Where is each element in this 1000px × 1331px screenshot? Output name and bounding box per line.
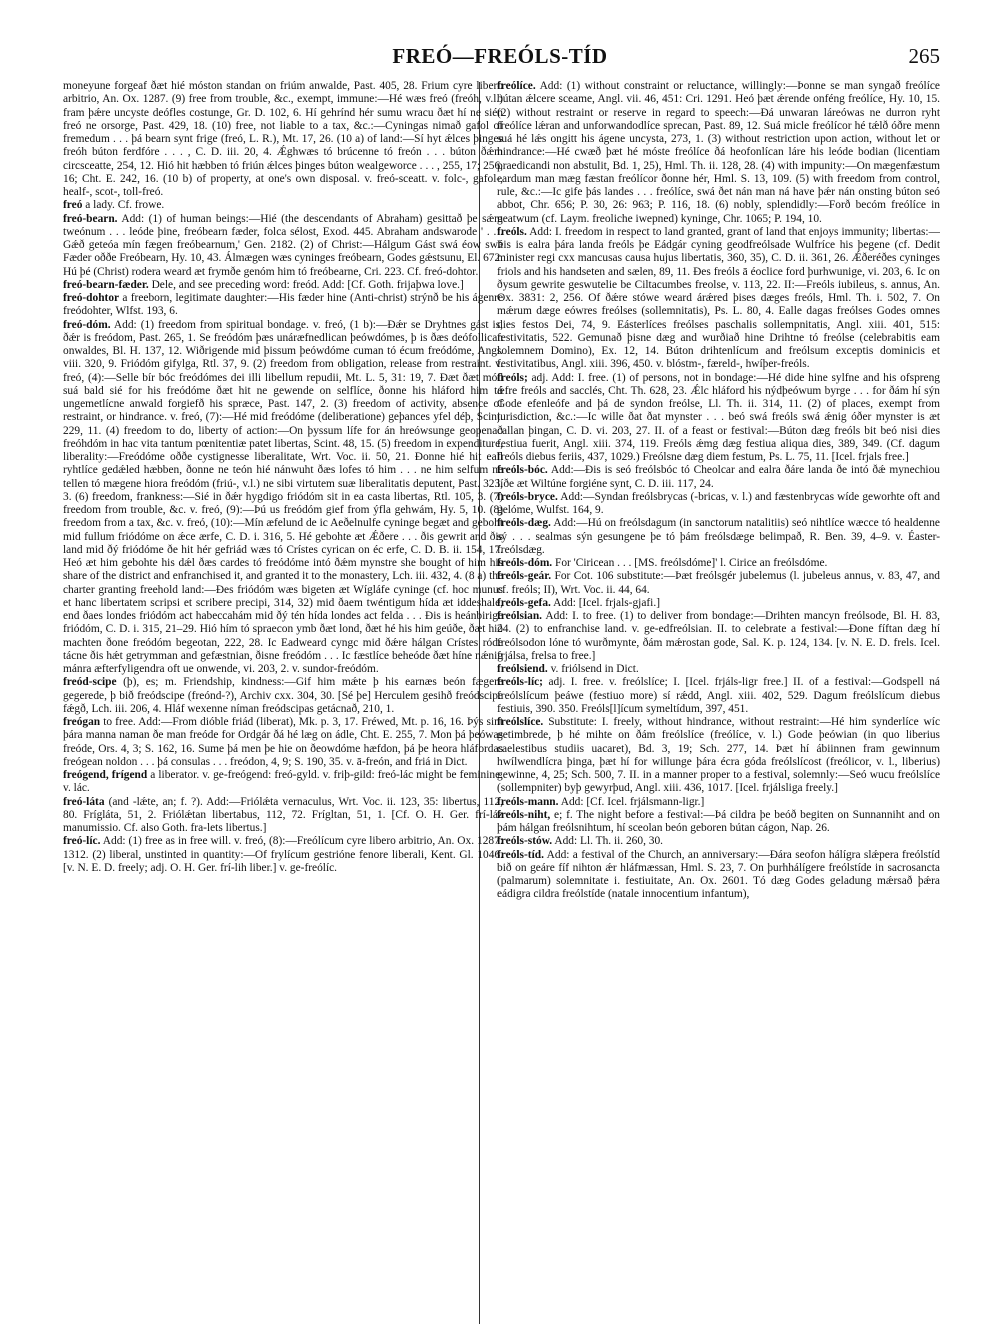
- page-title: FREÓ—FREÓLS-TÍD: [392, 44, 608, 68]
- dictionary-entry: [63, 292, 503, 319]
- entry-text: For 'Ciricean . . . [MS. freólsdóme]' l. Cirice an freólsdóme.: [552, 557, 828, 569]
- headword: freóls-dæg.: [497, 517, 551, 530]
- entry-text: Add: (1) of human beings:—Hié (the descendants of Abraham) gesittað þe sǽm tweónum . . . leóde þine, freóbearn fæder, folca sélost, Exod. 445. Abraham andswarode ' . . . Gǽð geteóa mín fægen freóbearnum,' Gen. 2182. (2) of Christ:—Hálgum Gást swá éow swá Fæder oððe Freóbearn, Hy. 10, 43. Álmægen wæs cyninges freóbearn, Godes gǽstsunu, El. 672. Hú þé (Christ) rodera weard æt frymðe genóm him tó freóbearne, Cri. 223. Cf. freó-dohtor.: [63, 212, 503, 278]
- headword: freó-bearn-fæder.: [63, 278, 149, 291]
- entry-text: Add: [Icel. frjals-gjafi.]: [550, 596, 660, 609]
- entry-text: adj. I. free. v. freólslíce; I. [Icel. frjáls-ligr free.] II. of a festival:—Godspell ná freólslícum þeáwe (festiuo more) sí rǽdd, Angl. xiii. 402, 529. Dagum freólslícum diebus festiuis, 390. 350. Freóls[l]ícum symeltídum, 397, 451.: [497, 676, 940, 715]
- headword: freó-dóm.: [63, 318, 111, 331]
- entry-text: moneyune forgeaf ðæt hié móston standan on friúm anwalde, Past. 405, 28. Frium cyre libero arbitrio, An. Ox. 1287. (9) free from trouble, &c., exempt, immune:—Hé wæs freó (freóh, v.l.) fram þǽre uncyste deófles costunge, Gr. D. 102, 6. Hí gehrínd hér sumu wracu ðæt hí ne sién freó ne orsorge, Past. 429, 18. (10) free, not liable to a tax, &c.:—Cyningas nimað gafol of fremedum . . . þá bearn synt frige (freó, L. R.), Mt. 17, 26. (10 a) of land:—Sí hyt ǽlces þinges freóh búton ferdfóre . . . , C. D. iii. 20, 4. Ǽghwæs tó brúcenne tó freón . . . búton ðǽm circsceatte, 254, 12. Hió hit hæbben tó friún ǽlces þinges búton wealgeworce . . . , 255, 17; 256, 16; Cht. E. 242, 16. (10 b) of property, at one's own disposal. v. freó-sceatt. v. folc-, gafol-, healf-, scot-, toll-freó.: [63, 80, 503, 198]
- headword: freólsian.: [497, 610, 543, 622]
- headword: freóls-geár.: [497, 570, 552, 583]
- entry-text: a freeborn, legitimate daughter:—His fæder hine (Anti-christ) strýnð be his ágenre freódohter, Wlfst. 193, 6.: [63, 292, 503, 318]
- headword: freó-dohtor: [63, 292, 120, 304]
- headword: freó-láta: [63, 795, 105, 808]
- entry-text: Add:—Syndan freólsbrycas (-bricas, v. l.) and fæstenbrycas wíde geworhte oft and gelóme, Wulfst. 164, 9.: [497, 490, 940, 516]
- dictionary-entry: [497, 517, 940, 557]
- headword: freóls.: [497, 225, 527, 238]
- headword: freólíce.: [497, 80, 536, 92]
- entry-text: adj. Add: I. free. (1) of persons, not in bondage:—Hé dide hine sylfne and his ofspreng ǽfre freóls and sacclés, Cht. Th. 628, 23. Ǽlc hláford his nýdþeówum byrge . . . for ðám hí sýn Gode efenleófe and þá de syndon freólse, Ll. Th. ii. 314, 11. (2) of places, exempt from jurisdiction, &c.:—Ic wille ðat ðat mynster . . . beó swá freóls swá ǽnig óðer mynster is æt callan þingan, C. D. vi. 203, 27. II. of a feast or festival:—Búton dæg freóls bit beó nisi dies festiua fuerit, Angl. xiii. 374, 119. Freóls ǽmg dæg festiua aliqua dies, 389, 349. (Cf. dagum freóls diebus feriis, 437, 1029.) Freólsne dæg diem festum, Ps. L. 75, 11. [Icel. frjals free.]: [497, 371, 940, 463]
- right-column: [497, 80, 940, 1331]
- dictionary-entry: [497, 372, 940, 465]
- headword: freólslíce.: [497, 716, 544, 728]
- entry-text: Add: a festival of the Church, an anniversary:—Ðára seofon hálígra slǽpera freólstíd bið on geáre fíf nihton ǽr hláfmæssan, Hml. S. 23, 7. On þurhhálígere freólstíde in sacrosancta (palmarum) solemnitate i. festiuitate, An. Ox. 2601. Tó dæg Godes geladung mǽrsað þǽra eádigra cildra freólstíde (natale innocentium infantum),: [497, 848, 940, 901]
- entry-text: e; f. The night before a festival:—Þá cildra þe beóð begiten on Sunnanniht and on þám hálgan freólsnihtum, hí sceolan beón geboren bútan cágon, Nap. 26.: [497, 808, 940, 834]
- page-number: 265: [908, 44, 940, 68]
- headword: freóls-stów.: [497, 835, 553, 848]
- entry-text: (and -lǽte, an; f. ?). Add:—Friólǽta vernaculus, Wrt. Voc. ii. 123, 35: libertus, 112, 80. Frígláta, 51, 2. Friólǽtan libertabus, 112, 72. Frígltan, 51, 1. [Cf. O. H. Ger. frí-láz manumissio. Cf. also Goth. fra-lets libertus.]: [63, 795, 503, 834]
- dictionary-entry: [497, 716, 940, 796]
- dictionary-entry: [497, 570, 940, 597]
- dictionary-entry: [497, 80, 940, 226]
- entry-text: v. friólsend in Dict.: [547, 663, 639, 675]
- dictionary-entry: [63, 319, 503, 677]
- dictionary-entry: [497, 676, 940, 716]
- entry-text: a liberator. v. ge-freógend: freó-gyld. v. friþ-gild: freó-lác might be feminine. v. lác.: [63, 769, 503, 795]
- dictionary-entry: [497, 835, 940, 848]
- entry-text: Add:—Ðis is seó freólsbóc tó Cheolcar and ealra ðáre landa ðe intó ðǽ mynechiou líðe æt Wiltúne forgiéne synt, C. D. iii. 117, 24.: [497, 464, 940, 490]
- headword: freó-líc.: [63, 835, 101, 848]
- entry-text: Add: (1) freedom from spiritual bondage. v. freó, (1 b):—Ðǽr se Dryhtnes gást is, ðǽr is freódom, Past. 265, 1. Se freódóm þæs unáræfnedlican þeówdómes, þ is ðæs deófollican onwaldes, Bl. H. 137, 12. Wiðrigende mid þissum þeówdóme cuman tó écum freódóme, Angl. viii. 320, 9. Friódóm gifylga, Rtl. 37, 9. (2) freedom from obligation, release from restraint. v. freó, (4):—Selle bír bóc freódómes dei illi libellum repudii, Mt. L. 5, 31: 19, 7. Ðæt ðæt mód suá bald sié for his freódóme ðæt hit ne gewende on selflíce, ðonne his hláford him tó ungemetlícne anwald forgiefð his spræce, Past. 147, 2. (3) freedom of activity, absence of restraint, or hindrance. v. freó, (7):—Hé mid freódóme (deliberatione) geþances yfel déþ, Scint. 229, 11. (4) freedom to do, liberty of action:—On þyssum lífe for án hreówsunge geopenað freóhdóm in hac vita tantum pœnitentiæ patet libertas, Scint. 48, 15. (5) freedom in expenditure, liberality:—Freódóme oððe cystignesse liberalitate, Wrt. Voc. ii. 50, 21. Ðonne hié hit eall ryhtlíce gedǽled hæbben, ðonne ne teón hié nánwuht ðæs lofes tó him . . . ne him selfum ne tellen tó mægene hiora freódóm (friú-, v.l.) ne sibi virtutem suæ liberalitatis deputent, Past. 323, 3. (6) freedom, frankness:—Sié in ðǽr hygdigo friódóm sit in ea casta libertas, Rtl. 105, 3. (7) freedom from trouble, &c. v. freó, (9):—Þú us freódóm gief from ýfla gehwám, Hy. 5, 10. (8) freedom from a tax, &c. v. freó, (10):—Mín æfelund de ic Aeðelnulfe cyninge begæt and geboht mid fullum friódóme on ǽce ærfe, C. D. i. 316, 5. Hé gebohte æt Ǽðere . . . ðis gewrit and ðis land mid ðý friódóme ðe hit hér gefriád wæs tó Crístes cyrican on éc erfe, C. D. B. ii. 154, 17. Heó æt him gebohte his dǽl ðæs cardes tó freódóme intó ðǽm mynstre she bought of him his share of the district and enfranchised it, and granted it to the monastery, Lch. iii. 432, 4. (8 a) the charter granting freehold land:—Ðes friódóm wæs bigeten æt Wígláfe cyninge (cf. hoc munus et hanc libertatem scripsi et scribere precipi, 314, 32) mid ðaem twéntigum hída æt iddeshale, end ðaes londes friódóm act habeccahám mid ðý tén hída londes act felda . . . Ðis is heánbirige friódóm, C. D. i. 315, 21–29. Hió hím tó spraecon ymb ðæt lond, ðæt hé his him geúðe, ðæt hió machten ðone freódóm begeotan, 222, 28. Ic Eadweard cyngc mid ðǽre hálgan Crístes róde tácne ðis hǽt getrymman and gefæstnian, ðisne freódóm . . . Ic fæstlíce beheóde ðæt híne nǽnig mánra æfterfyligendra oft ue onwende, vi. 203, 2. v. sundor-freódóm.: [63, 318, 503, 675]
- entry-text: Add: I. freedom in respect to land granted, grant of land that enjoys immunity; libertas:—Þis is ealra þára landa freóls þe Eádgár cyning geodfreólsade Wulfríce his þegene (cf. Dedit minister regi cxx mancusas causa hujus libertatis, 360, 35), C. D. ii. 361, 26. Ǽðeréðes cyninges friols and his handseten and sælen, 89, 11. Ðes freóls ā éoclice ford þurhwunige, vi. 203, 6. Ic on ðysum gewrite geswutelie be Ciltacumbes freolse, v. 113, 22. II:—Freóls iubileus, s. annus, An. Ox. 3831: 2, 256. Of ðǽre stówe weard árǽred þises dæges freóls, Hml. Th. i. 502, 7. On mǽrum dæge eówres freólses (sollemnitatis), Ps. L. 80, 4. Ealle dagas freólses Godes omnes dies festos Dei, 74, 9. Eásterlíces freólses paschalis sollempnitatis, Angl. xiii. 401, 515: festivitatis, 522. Gemunað þisne dæg and wurðiað hine Drihtne tó freólse (celebrabitis eam solemnem Domino), Ex. 12, 14. Búton drihtenlícum and freólsum exceptis dominicis et festivitatibus, Angl. xiii. 396, 450. v. blóstm-, færeld-, hwíþer-freóls.: [497, 225, 940, 371]
- headword: freógan: [63, 716, 101, 728]
- dictionary-entry: [497, 464, 940, 491]
- dictionary-entry: [497, 557, 940, 570]
- headword: freó: [63, 199, 83, 212]
- dictionary-entry: [63, 716, 503, 769]
- entry-text: Substitute: I. freely, without hindrance, without restraint:—Hé him synderlíce wíc getimbrede, þ hé mihte on ðám freólslíce (freólíce, v. l.) Gode þeówian (in quo liberius caelestibus studiis uacaret), Bd. 3, 19; Sch. 277, 14. Þæt hí ábiinnen fram gewinnum hwílwendlícra þinga, þæt hí for willunge þára écra góda freólslícost (freólicor, v. l., liberius) gewinne, 4, 25; Sch. 500, 7. II. in a manner proper to a festival, solemnly:—Seó wucu freólslíce (sollempniter) byþ gewyrþud, Angl. xiii. 436, 1017. [Icel. frjálsliga freely.]: [497, 716, 940, 795]
- dictionary-entry: [497, 610, 940, 663]
- dictionary-entry: [63, 80, 503, 199]
- headword: freóls-tíd.: [497, 848, 544, 861]
- dictionary-entry: [497, 849, 940, 902]
- dictionary-entry: [497, 796, 940, 809]
- dictionary-entry: [497, 491, 940, 518]
- entry-text: Add: I. to free. (1) to deliver from bondage:—Drihten mancyn freólsode, Bl. H. 83, 24. (2) to enfranchise land. v. ge-edfreólsian. II. to celebrate a festival:—Ðone fíftan dæg hí freólsodon lóne tó wurðmynte, ðám mǽrostan gode, Sal. K. p. 124, 134. [v. N. E. D. frels. Icel. frjálsa, frelsa to free.]: [497, 610, 940, 662]
- dictionary-entry: [497, 597, 940, 610]
- headword: freóls;: [497, 371, 528, 384]
- entry-text: (þ), es; m. Friendship, kindness:—Gif him mǽte þ his earnæs beón fægere gegerede, þ bið freódscipe (freónd-?), Archiv cxx. 304, 30. [Sé þe] Herculem gesihð freódscipe fǽgð, Lch. iii. 206, 4. Hláf wexenne níman freódscipas getácnað, 210, 1.: [63, 676, 503, 715]
- entry-text: Dele, and see preceding word: freód. Add: [Cf. Goth. frijaþwa love.]: [148, 278, 464, 291]
- dictionary-entry: [497, 226, 940, 372]
- entry-text: Add: (1) without constraint or reluctance, willingly:—Þonne se man syngað freólíce bútan ǽlcere sceame, Angl. vii. 46, 451: Cri. 1291. Heó þæt ǽrende onféng freólíce, Hy. 10, 15. (2) without restraint or reserve in regard to speech:—Ðá unwaran láreówas ne durron ryht freólíce lǽran and unforwandodlíce sprecan, Past. 89, 12. Suá micle freólícor hé tǽlð óðre menn suá hé lǽs ongitt his ágene uncystа, 273, 1. (3) without restriction upon action, without let or hindrance:—Hé cwæð þæt hé móste freólíce ðá heofonlícan láre his leóde bodian (licentiam praedicandi non abstulit, Bd. 1, 25), Hml. Th. ii. 128, 28. (4) with impunity:—On mægenfæstum eardum man mæg fæstan freólícor ðonne hér, Hml. S. 13, 109. (5) with freedom from control, rule, &c.:—Ic gife þás landes . . . freólíce, swá ðet nán man ná have þǽr nán onsting búton seó abbot, Chr. 656; P. 30, 26: 963; P. 116, 18. (6) nobly, splendidly:—Forð becóm freólíce in geatwum (cf. Laym. freoliche iwepned) kyninge, Chr. 1065; P. 194, 10.: [497, 80, 940, 225]
- headword: freógend, frígend: [63, 769, 148, 781]
- entry-text: Add:—Hú on freólsdagum (in sanctorum natalitiis) seó nihtlíce wæcce tó healdenne sý . . . sealmas sýn gesungene þe tó þám freólsdæge belimpað, R. Ben. 39, 4–9. v. Éaster-freólsdæg.: [497, 517, 940, 556]
- dictionary-entry: [63, 835, 503, 875]
- entry-text: a lady. Cf. frowe.: [82, 199, 165, 212]
- headword: freóls-gefa.: [497, 596, 551, 609]
- entry-text: to free. Add:—From dióble friád (liberat), Mk. p. 3, 17. Fréwed, Mt. p. 16, 16. Þýs sint þára manna naman ðe man freóde for Ordgár ðá hé læg on ádle, Cht. E. 255, 7. Mon þá þeówas freóde, Ors. 4, 3; S. 162, 16. Sume þá men þe hie on ðeowdóme hæfdon, þá þe heora hláfordas freógean noldon . . . þá consulas . . . freódon, 4, 9; S. 190, 35. v. ā-freón, and friá in Dict.: [63, 716, 503, 768]
- headword: freóls-bóc.: [497, 464, 548, 477]
- headword: freó-bearn.: [63, 212, 118, 225]
- dictionary-entry: [63, 796, 503, 836]
- entry-text: For Cot. 106 substitute:—Þæt freólsgér jubelemus (l. jubeleus annus, v. 83, 47, and cf. freóls; II), Wrt. Voc. ii. 44, 64.: [497, 570, 940, 596]
- headword: freóls-bryce.: [497, 490, 558, 503]
- headword: freóls-mann.: [497, 795, 559, 808]
- dictionary-entry: [63, 769, 503, 796]
- headword: freóls-niht,: [497, 808, 551, 821]
- headword: freód-scipe: [63, 676, 117, 689]
- dictionary-entry: [497, 809, 940, 836]
- left-column: [63, 80, 503, 1331]
- entry-text: Add: Ll. Th. ii. 260, 30.: [552, 835, 664, 848]
- headword: freólsiend.: [497, 663, 548, 675]
- headword: freóls-dóm.: [497, 557, 553, 569]
- dictionary-entry: [63, 279, 503, 292]
- entry-text: Add: [Cf. Icel. frjálsmann-ligr.]: [558, 795, 705, 808]
- dictionary-entry: [63, 213, 503, 279]
- headword: freóls-líc;: [497, 676, 543, 689]
- dictionary-entry: [63, 676, 503, 716]
- dictionary-entry: [497, 663, 940, 676]
- entry-text: Add: (1) free as in free will. v. freó, (8):—Freólícum cyre libero arbitrio, An. Ox. 1287: 1312. (2) liberal, unstinted in quantity:—Of frylícum gestrióne fenore liberali, Kent. Gl. 1046. [v. N. E. D. freely; adj. O. H. Ger. frí-lih liber.] v. ge-freólíc.: [63, 835, 503, 874]
- running-header: [60, 44, 940, 74]
- dictionary-entry: [63, 199, 503, 212]
